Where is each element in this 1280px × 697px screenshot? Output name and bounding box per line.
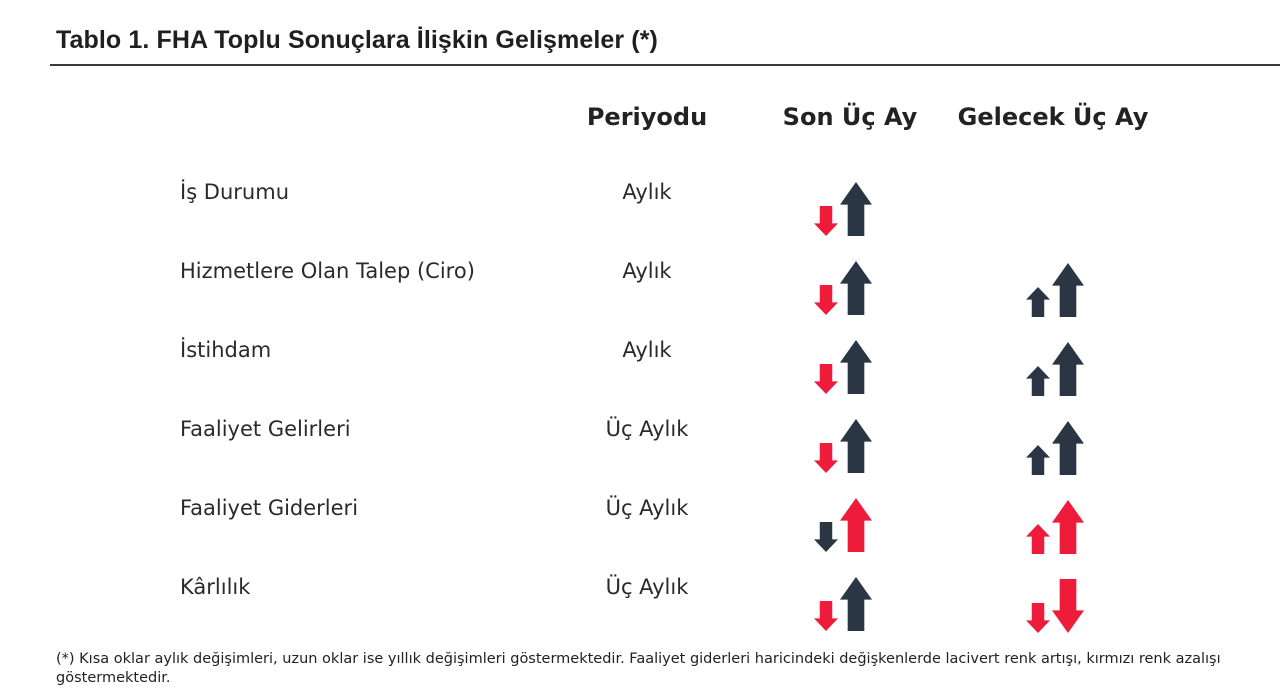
short-arrow-up-icon: [1026, 445, 1050, 475]
trend-cell-next-three-months: [1012, 340, 1132, 400]
row-label: İş Durumu: [180, 180, 289, 204]
row-period: Aylık: [622, 259, 672, 283]
long-arrow-up-icon: [1052, 342, 1084, 396]
trend-cell-next-three-months: [1012, 261, 1132, 321]
row-label: Faaliyet Giderleri: [180, 496, 359, 520]
short-arrow-down-icon: [814, 601, 838, 631]
short-arrow-down-icon: [1026, 603, 1050, 633]
long-arrow-up-icon: [1052, 421, 1084, 475]
row-label: Faaliyet Gelirleri: [180, 417, 351, 441]
title-divider: [50, 64, 1280, 66]
row-period: Aylık: [622, 180, 672, 204]
long-arrow-up-icon: [1052, 500, 1084, 554]
short-arrow-down-icon: [814, 443, 838, 473]
trend-cell-next-three-months: [1012, 419, 1132, 479]
short-arrow-down-icon: [814, 206, 838, 236]
short-arrow-up-icon: [1026, 366, 1050, 396]
trend-cell-next-three-months: [1012, 182, 1132, 242]
trend-cell-last-three-months: [800, 417, 920, 477]
long-arrow-up-icon: [1052, 263, 1084, 317]
short-arrow-down-icon: [814, 364, 838, 394]
row-label: Kârlılık: [180, 575, 251, 599]
trend-cell-next-three-months: [1012, 577, 1132, 637]
long-arrow-up-icon: [840, 182, 872, 236]
long-arrow-up-icon: [840, 261, 872, 315]
row-period: Üç Aylık: [605, 496, 689, 520]
column-header-period: Periyodu: [586, 103, 708, 131]
long-arrow-up-icon: [840, 340, 872, 394]
trend-cell-next-three-months: [1012, 498, 1132, 558]
trend-cell-last-three-months: [800, 180, 920, 240]
row-label: İstihdam: [180, 338, 272, 362]
short-arrow-up-icon: [1026, 287, 1050, 317]
long-arrow-up-icon: [840, 419, 872, 473]
column-header-last-three-months: Son Üç Ay: [782, 103, 918, 131]
trend-cell-last-three-months: [800, 338, 920, 398]
footnote: (*) Kısa oklar aylık değişimleri, uzun oklar ise yıllık değişimleri göstermektedir. Faaliyet giderleri haricindeki değişkenlerde lacivert renk artışı, kırmızı renk azalışı göstermektedir.: [56, 651, 1221, 686]
long-arrow-up-icon: [840, 577, 872, 631]
trend-cell-last-three-months: [800, 259, 920, 319]
long-arrow-down-icon: [1052, 579, 1084, 633]
column-header-next-three-months: Gelecek Üç Ay: [957, 103, 1149, 131]
table-title: Tablo 1. FHA Toplu Sonuçlara İlişkin Gelişmeler (*): [56, 26, 658, 54]
short-arrow-down-icon: [814, 522, 838, 552]
trend-cell-last-three-months: [800, 496, 920, 556]
row-period: Üç Aylık: [605, 417, 689, 441]
row-period: Üç Aylık: [605, 575, 689, 599]
short-arrow-down-icon: [814, 285, 838, 315]
short-arrow-up-icon: [1026, 524, 1050, 554]
trend-cell-last-three-months: [800, 575, 920, 635]
long-arrow-up-icon: [840, 498, 872, 552]
row-label: Hizmetlere Olan Talep (Ciro): [180, 259, 475, 283]
row-period: Aylık: [622, 338, 672, 362]
